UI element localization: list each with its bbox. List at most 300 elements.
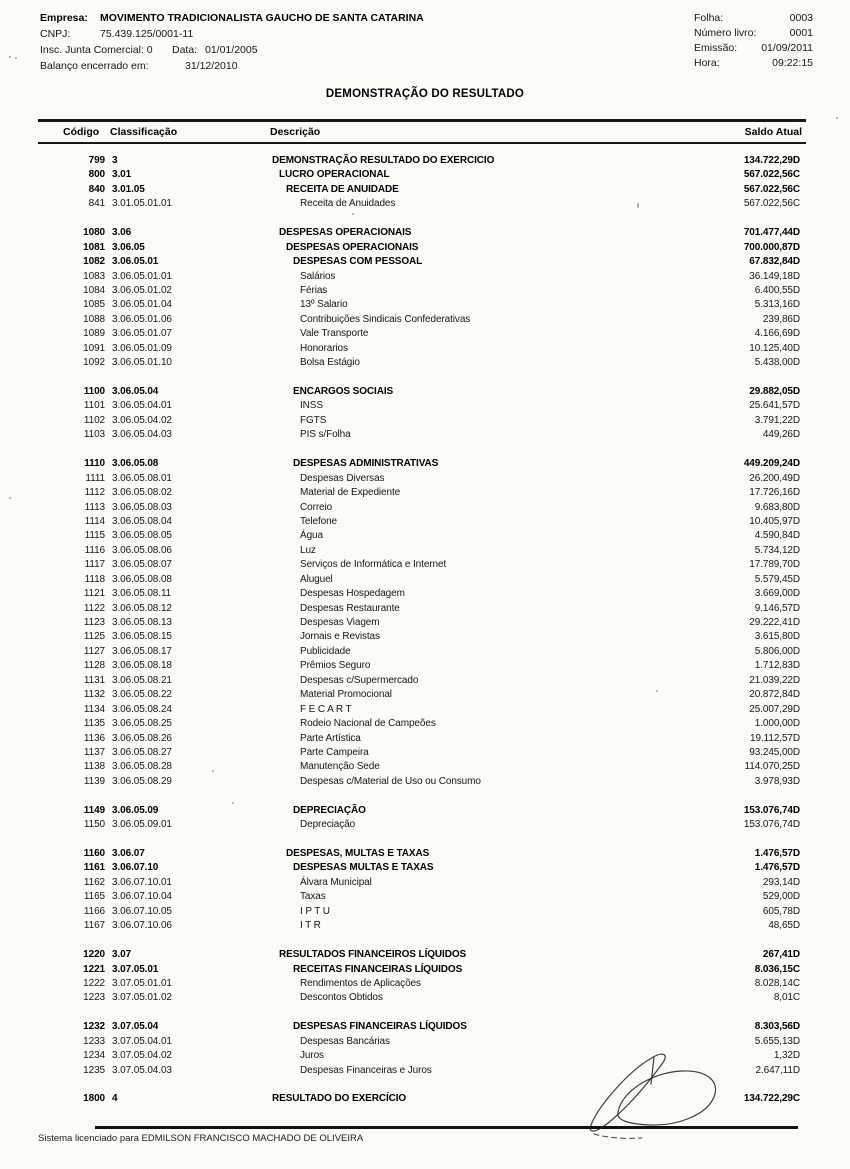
value-cell: 239,86D — [762, 313, 800, 325]
classification-cell: 3.06.05.08.13 — [112, 617, 172, 628]
table-row — [0, 314, 850, 328]
value-cell: 93.245,00D — [749, 746, 800, 758]
classification-cell: 3.01.05 — [112, 183, 145, 195]
description-cell: Férias — [300, 284, 328, 296]
table-row — [0, 473, 850, 487]
description-cell: RESULTADOS FINANCEIROS LÍQUIDOS — [279, 949, 467, 961]
value-cell: 701.477,44D — [743, 227, 800, 239]
classification-cell: 3.07.05.01.01 — [112, 977, 172, 989]
code-cell: 1123 — [83, 617, 105, 628]
table-row — [0, 429, 850, 443]
classification-cell: 3.06.05.01.04 — [112, 299, 172, 311]
code-cell: 1137 — [83, 746, 105, 758]
classification-cell: 3.06.05.08.03 — [112, 501, 172, 513]
classification-cell: 3.06.05.09.01 — [112, 819, 172, 831]
license-text: Sistema licenciado para EDMILSON FRANCISCO MACHADO DE OLIVEIRA — [38, 1133, 364, 1144]
classification-cell: 3.06.05.08.21 — [112, 674, 172, 686]
header-line-hora — [0, 57, 850, 71]
value-cell: 9.683,80D — [754, 501, 800, 513]
code-cell: 1112 — [84, 487, 105, 499]
code-cell: 841 — [88, 198, 105, 210]
numero-livro-value: 0001 — [789, 27, 813, 39]
table-row — [0, 328, 850, 342]
code-cell: 1235 — [83, 1064, 105, 1076]
classification-cell: 3.06.05.08.12 — [112, 602, 172, 614]
description-cell: ENCARGOS SOCIAIS — [293, 386, 394, 397]
column-header-descricao: Descrição — [270, 126, 321, 138]
description-cell: Despesas Financeiras e Juros — [300, 1064, 432, 1076]
code-cell: 1167 — [83, 920, 105, 932]
column-header-classificacao: Classificação — [110, 126, 178, 138]
classification-cell: 3.07.05.04.01 — [112, 1035, 172, 1047]
description-cell: LUCRO OPERACIONAL — [279, 169, 390, 181]
value-cell: 36.149,18D — [749, 270, 800, 282]
classification-cell: 3.06.05.08.15 — [112, 631, 172, 643]
scan-speck — [9, 56, 11, 58]
code-cell: 1139 — [83, 775, 105, 787]
classification-cell: 3.07.05.01.02 — [112, 992, 172, 1004]
value-cell: 5.734,12D — [754, 544, 800, 556]
value-cell: 1,32D — [773, 1050, 800, 1062]
table-row — [0, 689, 850, 703]
value-cell: 25.007,29D — [749, 703, 800, 715]
code-cell: 1088 — [83, 313, 105, 325]
description-cell: RECEITAS FINANCEIRAS LÍQUIDOS — [293, 963, 463, 975]
description-cell: Correio — [300, 501, 333, 513]
table-row — [0, 242, 850, 256]
table-row — [0, 603, 850, 617]
value-cell: 5.438,00D — [754, 357, 800, 369]
table-row — [0, 776, 850, 790]
balanco-label: Balanço encerrado em: — [40, 60, 149, 72]
description-cell: Despesas c/Material de Uso ou Consumo — [300, 775, 481, 787]
value-cell: 134.722,29C — [743, 1093, 800, 1105]
row-gap — [0, 213, 850, 227]
scan-speck — [212, 770, 214, 772]
description-cell: Juros — [300, 1050, 324, 1062]
description-cell: Rendimentos de Aplicações — [300, 977, 421, 989]
classification-cell: 3.06.05.01.01 — [112, 270, 172, 282]
description-cell: Serviços de Informática e Internet — [300, 559, 447, 571]
value-cell: 153.076,74D — [743, 804, 800, 816]
code-cell: 1100 — [83, 386, 105, 397]
folha-value: 0003 — [789, 12, 813, 24]
code-cell: 1083 — [83, 270, 105, 282]
value-cell: 3.615,80D — [754, 631, 800, 643]
empresa-value: MOVIMENTO TRADICIONALISTA GAUCHO DE SANTA CATARINA — [100, 12, 424, 24]
description-cell: DESPESAS OPERACIONAIS — [286, 241, 419, 253]
classification-cell: 3.06.05.01.07 — [112, 328, 172, 340]
code-cell: 1222 — [83, 977, 105, 989]
table-row — [0, 848, 850, 862]
value-cell: 9.146,57D — [754, 602, 800, 614]
value-cell: 3.669,00D — [754, 588, 800, 600]
description-cell: Material de Expediente — [300, 487, 401, 499]
value-cell: 8.303,56D — [754, 1021, 800, 1033]
value-cell: 25.641,57D — [749, 400, 800, 412]
value-cell: 29.882,05D — [749, 386, 800, 397]
classification-cell: 3.06.05.01.10 — [112, 357, 172, 369]
value-cell: 4.166,69D — [754, 328, 800, 340]
value-cell: 17.789,70D — [749, 559, 800, 571]
numero-livro-label: Número livro: — [694, 27, 757, 39]
table-row — [0, 502, 850, 516]
code-cell: 1103 — [83, 429, 105, 441]
code-cell: 1165 — [83, 891, 105, 903]
description-cell: Despesas c/Supermercado — [300, 674, 419, 686]
code-cell: 1081 — [83, 241, 105, 253]
description-cell: 13º Salario — [300, 299, 348, 311]
description-cell: Receita de Anuidades — [300, 198, 396, 210]
classification-cell: 3.06.05.08.11 — [112, 588, 172, 600]
code-cell: 1233 — [83, 1035, 105, 1047]
table-row — [0, 1021, 850, 1035]
classification-cell: 3.01 — [112, 169, 132, 181]
classification-cell: 3.06.05.01.02 — [112, 284, 172, 296]
classification-cell: 3.07.05.01 — [112, 963, 159, 975]
description-cell: INSS — [300, 400, 323, 412]
table-row — [0, 198, 850, 212]
table-row — [0, 530, 850, 544]
classification-cell: 3.06.05 — [112, 241, 145, 253]
table-column-headers — [0, 126, 850, 140]
value-cell: 5.806,00D — [754, 645, 800, 657]
code-cell: 1082 — [83, 256, 105, 268]
table-row — [0, 545, 850, 559]
table-row — [0, 877, 850, 891]
classification-cell: 3.06.05.08.27 — [112, 746, 172, 758]
value-cell: 293,14D — [762, 876, 800, 888]
classification-cell: 3.06.07.10.05 — [112, 905, 172, 917]
table-row — [0, 256, 850, 270]
report-title: DEMONSTRAÇÃO DO RESULTADO — [325, 88, 525, 100]
description-cell: DESPESAS MULTAS E TAXAS — [293, 862, 434, 874]
description-cell: Despesas Viagem — [300, 617, 380, 628]
code-cell: 1128 — [83, 660, 105, 672]
code-cell: 1221 — [83, 963, 105, 975]
classification-cell: 3.01.05.01.01 — [112, 198, 172, 210]
table-row — [0, 660, 850, 674]
value-cell: 567.022,56C — [743, 169, 800, 181]
code-cell: 1136 — [83, 732, 105, 744]
classification-cell: 3.06.05.08.02 — [112, 487, 172, 499]
value-cell: 449,26D — [762, 429, 800, 441]
description-cell: Contribuições Sindicais Confederativas — [300, 313, 471, 325]
table-row — [0, 386, 850, 400]
signature-scribble — [578, 1046, 818, 1146]
classification-cell: 3.06.05.09 — [112, 804, 159, 816]
classification-cell: 3.06.05.08.07 — [112, 559, 172, 571]
classification-cell: 3.06.05.01 — [112, 256, 159, 268]
empresa-label: Empresa: — [40, 12, 88, 24]
classification-cell: 3.06.05.08.17 — [112, 645, 172, 657]
description-cell: Aluguel — [300, 573, 333, 585]
classification-cell: 3 — [112, 155, 118, 166]
table-top-rule — [38, 119, 806, 122]
code-cell: 1234 — [83, 1050, 105, 1062]
value-cell: 6.400,55D — [754, 284, 800, 296]
table-row — [0, 299, 850, 313]
description-cell: Parte Artística — [300, 732, 361, 744]
classification-cell: 3.06.05.04 — [112, 386, 159, 397]
classification-cell: 3.06 — [112, 227, 132, 239]
code-cell: 1092 — [83, 357, 105, 369]
code-cell: 799 — [88, 155, 105, 166]
classification-cell: 3.07.05.04.03 — [112, 1064, 172, 1076]
value-cell: 153.076,74D — [743, 819, 800, 831]
code-cell: 1223 — [83, 992, 105, 1004]
table-row — [0, 271, 850, 285]
scan-speck — [352, 213, 354, 215]
table-row — [0, 747, 850, 761]
code-cell: 1132 — [83, 689, 105, 701]
value-cell: 10.405,97D — [749, 515, 800, 527]
value-cell: 20.872,84D — [749, 689, 800, 701]
value-cell: 1.000,00D — [754, 718, 800, 730]
value-cell: 1.476,57D — [754, 862, 800, 874]
classification-cell: 3.06.05.08.28 — [112, 761, 172, 773]
value-cell: 8.028,14C — [754, 977, 800, 989]
description-cell: Prêmios Seguro — [300, 660, 371, 672]
table-row — [0, 184, 850, 198]
code-cell: 1110 — [84, 458, 105, 470]
description-cell: Rodeio Nacional de Campeões — [300, 718, 436, 730]
row-gap — [0, 790, 850, 804]
classification-cell: 3.06.05.08.06 — [112, 544, 172, 556]
classification-cell: 3.06.05.08.22 — [112, 689, 172, 701]
header-line-folha — [0, 12, 850, 26]
row-gap — [0, 935, 850, 949]
code-cell: 1085 — [83, 299, 105, 311]
code-cell: 1084 — [83, 284, 105, 296]
table-row — [0, 964, 850, 978]
description-cell: Álvara Municipal — [300, 876, 372, 888]
description-cell: Despesas Hospedagem — [300, 588, 405, 600]
cnpj-label: CNPJ: — [40, 28, 71, 40]
value-cell: 605,78D — [762, 905, 800, 917]
description-cell: DESPESAS OPERACIONAIS — [279, 227, 412, 239]
description-cell: Material Promocional — [300, 689, 392, 701]
column-header-saldo-atual: Saldo Atual — [744, 126, 802, 138]
cnpj-value: 75.439.125/0001-11 — [100, 28, 194, 40]
hora-value: 09:22:15 — [772, 57, 813, 69]
table-row — [0, 733, 850, 747]
table-row — [0, 343, 850, 357]
value-cell: 4.590,84D — [754, 530, 800, 542]
code-cell: 1121 — [83, 588, 105, 600]
value-cell: 2.647,11D — [755, 1064, 800, 1076]
table-row — [0, 227, 850, 241]
value-cell: 67.832,84D — [749, 256, 800, 268]
table-row — [0, 458, 850, 472]
code-cell: 1232 — [83, 1021, 105, 1033]
code-cell: 1138 — [83, 761, 105, 773]
code-cell: 1127 — [83, 645, 105, 657]
code-cell: 1117 — [84, 559, 105, 571]
code-cell: 1166 — [83, 905, 105, 917]
code-cell: 1113 — [84, 501, 105, 513]
table-row — [0, 574, 850, 588]
classification-cell: 3.07.05.04 — [112, 1021, 159, 1033]
table-row — [0, 992, 850, 1006]
classification-cell: 3.06.07 — [112, 848, 145, 859]
value-cell: 19.112,57D — [750, 732, 800, 744]
table-row — [0, 559, 850, 573]
classification-cell: 3.06.05.08.26 — [112, 732, 172, 744]
code-cell: 1125 — [83, 631, 105, 643]
description-cell: DEMONSTRAÇÃO RESULTADO DO EXERCICIO — [272, 155, 495, 166]
header-line-emissao — [0, 42, 850, 56]
row-gap — [0, 444, 850, 458]
table-row — [0, 588, 850, 602]
description-cell: FGTS — [300, 414, 327, 426]
code-cell: 1118 — [84, 573, 105, 585]
description-cell: Descontos Obtidos — [300, 992, 383, 1004]
table-row — [0, 516, 850, 530]
code-cell: 1080 — [83, 227, 105, 239]
table-row — [0, 704, 850, 718]
table-row — [0, 906, 850, 920]
description-cell: DESPESAS, MULTAS E TAXAS — [286, 848, 430, 859]
description-cell: Taxas — [300, 891, 326, 903]
row-gap — [0, 1007, 850, 1021]
table-row — [0, 169, 850, 183]
data-label: Data: — [172, 44, 198, 56]
code-cell: 1089 — [83, 328, 105, 340]
row-gap — [0, 834, 850, 848]
description-cell: DESPESAS FINANCEIRAS LÍQUIDOS — [293, 1021, 467, 1033]
table-row — [0, 978, 850, 992]
description-cell: DESPESAS ADMINISTRATIVAS — [293, 458, 439, 470]
code-cell: 1091 — [83, 342, 105, 354]
value-cell: 3.791,22D — [754, 414, 800, 426]
description-cell: Telefone — [300, 515, 338, 527]
value-cell: 700.000,87D — [743, 241, 800, 253]
table-row — [0, 646, 850, 660]
description-cell: DESPESAS COM PESSOAL — [293, 256, 423, 268]
table-row — [0, 487, 850, 501]
description-cell: Manutenção Sede — [300, 761, 380, 773]
classification-cell: 3.06.05.01.06 — [112, 313, 172, 325]
classification-cell: 3.06.05.08.04 — [112, 515, 172, 527]
value-cell: 267,41D — [762, 949, 800, 961]
table-row — [0, 891, 850, 905]
value-cell: 8,01C — [773, 992, 800, 1004]
classification-cell: 3.06.05.04.02 — [112, 414, 172, 426]
code-cell: 1116 — [84, 544, 105, 556]
value-cell: 5.655,13D — [754, 1035, 800, 1047]
code-cell: 1220 — [83, 949, 105, 961]
description-cell: Honorarios — [300, 342, 348, 354]
classification-cell: 3.06.05.08.24 — [112, 703, 172, 715]
hora-label: Hora: — [694, 57, 720, 69]
code-cell: 1800 — [83, 1093, 105, 1105]
table-row — [0, 285, 850, 299]
insc-junta-text: Insc. Junta Comercial: 0 — [40, 44, 153, 56]
header-line-livro — [0, 27, 850, 41]
description-cell: Parte Campeira — [300, 746, 369, 758]
code-cell: 1134 — [83, 703, 105, 715]
description-cell: PIS s/Folha — [300, 429, 351, 441]
classification-cell: 3.06.07.10 — [112, 862, 159, 874]
data-value: 01/01/2005 — [205, 44, 258, 56]
classification-cell: 3.06.05.08.08 — [112, 573, 172, 585]
classification-cell: 3.06.05.08.25 — [112, 718, 172, 730]
classification-cell: 3.06.05.08.05 — [112, 530, 172, 542]
classification-cell: 3.06.05.04.03 — [112, 429, 172, 441]
code-cell: 1111 — [85, 472, 105, 484]
description-cell: I T R — [300, 920, 321, 932]
scan-speck — [15, 57, 17, 59]
classification-cell: 3.06.07.10.04 — [112, 891, 172, 903]
value-cell: 17.726,16D — [749, 487, 800, 499]
classification-cell: 3.06.05.08.18 — [112, 660, 172, 672]
description-cell: Vale Transporte — [300, 328, 369, 340]
classification-cell: 3.06.07.10.01 — [112, 876, 172, 888]
code-cell: 1101 — [83, 400, 105, 412]
value-cell: 134.722,29D — [743, 155, 800, 166]
value-cell: 21.039,22D — [749, 674, 800, 686]
folha-label: Folha: — [694, 12, 724, 24]
classification-cell: 3.06.05.01.09 — [112, 342, 172, 354]
column-header-codigo: Código — [63, 126, 100, 138]
description-cell: Despesas Restaurante — [300, 602, 400, 614]
report-body — [0, 155, 850, 1108]
table-row — [0, 357, 850, 371]
value-cell: 449.209,24D — [743, 458, 800, 470]
code-cell: 1150 — [83, 819, 105, 831]
table-header-rule — [38, 142, 806, 144]
description-cell: RECEITA DE ANUIDADE — [286, 183, 399, 195]
table-row — [0, 920, 850, 934]
table-row — [0, 949, 850, 963]
scan-speck — [836, 117, 838, 119]
value-cell: 5.313,16D — [754, 299, 800, 311]
code-cell: 1114 — [84, 515, 105, 527]
table-row — [0, 862, 850, 876]
code-cell: 1162 — [83, 876, 105, 888]
description-cell: Depreciação — [300, 819, 356, 831]
value-cell: 529,00D — [762, 891, 800, 903]
code-cell: 1135 — [83, 718, 105, 730]
code-cell: 1149 — [83, 804, 105, 816]
table-row — [0, 761, 850, 775]
description-cell: DEPRECIAÇÃO — [293, 804, 366, 816]
table-row — [0, 400, 850, 414]
description-cell: RESULTADO DO EXERCÍCIO — [272, 1093, 407, 1105]
scan-speck — [232, 802, 234, 804]
emissao-label: Emissão: — [694, 42, 738, 54]
emissao-value: 01/09/2011 — [761, 42, 813, 54]
value-cell: 8.036,15C — [754, 963, 800, 975]
scan-speck — [9, 497, 11, 499]
scan-speck — [637, 203, 639, 208]
code-cell: 1131 — [83, 674, 105, 686]
table-row — [0, 805, 850, 819]
description-cell: Jornais e Revistas — [300, 631, 380, 643]
table-row — [0, 155, 850, 169]
code-cell: 1115 — [84, 530, 105, 542]
code-cell: 840 — [88, 183, 105, 195]
description-cell: Publicidade — [300, 645, 351, 657]
value-cell: 567.022,56C — [743, 183, 800, 195]
value-cell: 567.022,56C — [743, 198, 800, 210]
code-cell: 1161 — [83, 862, 105, 874]
code-cell: 1160 — [83, 848, 105, 859]
classification-cell: 4 — [112, 1093, 118, 1105]
value-cell: 29.222,41D — [749, 617, 800, 628]
scan-speck — [656, 690, 658, 692]
